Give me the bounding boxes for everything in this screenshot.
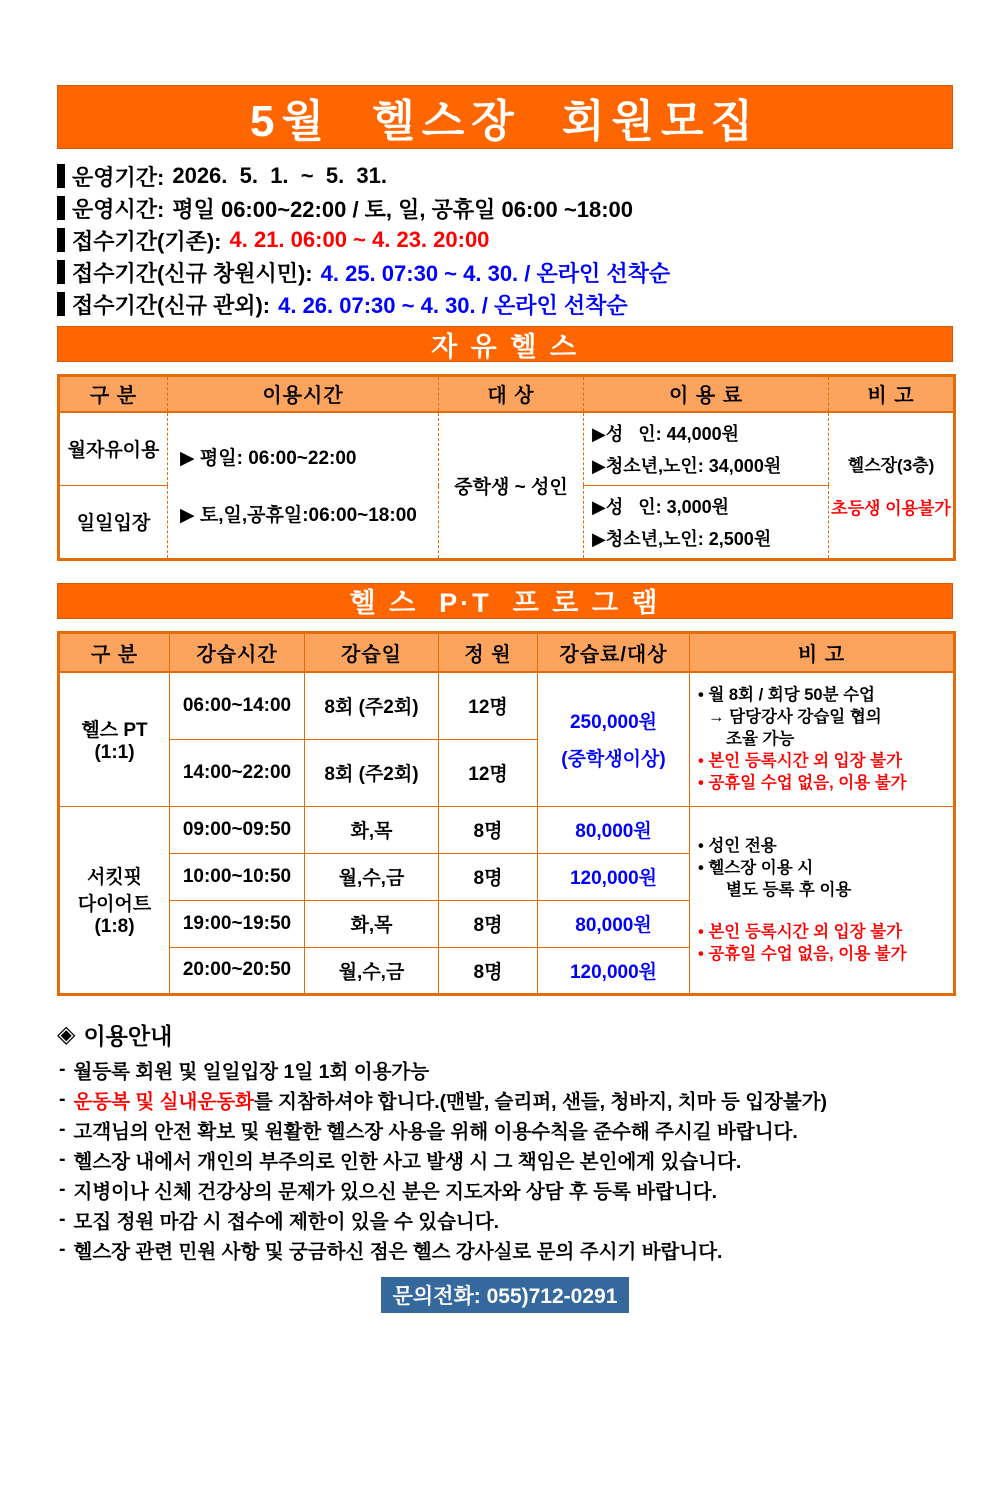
guide-text: 모집 정원 마감 시 접수에 제한이 있을 수 있습니다. xyxy=(73,1210,499,1233)
dash-bullet: - xyxy=(59,1058,66,1080)
remark-cell-circuit xyxy=(690,806,955,994)
capacity: 8명 xyxy=(439,900,538,947)
col-header-category: 구 분 xyxy=(59,632,170,672)
class-days: 월,수,금 xyxy=(305,853,439,900)
class-days: 월,수,금 xyxy=(305,947,439,994)
col-header-target: 대 상 xyxy=(439,376,584,412)
usage-time-weekday: ▶ 평일: 06:00~22:00 xyxy=(180,447,357,469)
free-gym-table xyxy=(57,374,956,561)
remark-cell xyxy=(829,412,955,560)
section-header-free-gym xyxy=(57,326,953,362)
list-item xyxy=(43,1235,953,1265)
dash-bullet: - xyxy=(59,1238,66,1260)
list-item xyxy=(43,1085,953,1115)
program-ratio: (1:8) xyxy=(94,915,135,937)
col-header-category: 구 분 xyxy=(59,376,168,412)
dash-bullet: - xyxy=(59,1148,66,1170)
usage-guide-title: 이용안내 xyxy=(83,1022,173,1049)
class-days: 8회 (주2회) xyxy=(305,739,439,806)
list-item xyxy=(43,1205,953,1235)
line-marker-icon xyxy=(57,196,65,220)
fee-target: (중학생이상) xyxy=(561,749,666,771)
remark-line-warning: • 공휴일 수업 없음, 이용 불가 xyxy=(698,774,907,793)
remark-line-warning: • 공휴일 수업 없음, 이용 불가 xyxy=(698,944,907,963)
table-row xyxy=(59,672,955,739)
diamond-icon: ◈ xyxy=(57,1020,76,1048)
fee-adult: ▶성 인: 44,000원 xyxy=(592,423,740,444)
capacity: 12명 xyxy=(439,739,538,806)
program-name: 헬스 PT xyxy=(81,719,148,741)
fee-youth-senior: ▶청소년,노인: 2,500원 xyxy=(592,528,772,549)
fee-price: 80,000원 xyxy=(538,900,690,947)
class-time: 10:00~10:50 xyxy=(170,853,305,900)
title-bar xyxy=(57,85,953,149)
capacity: 8명 xyxy=(439,853,538,900)
info-label: 접수기간(기존): xyxy=(72,228,222,254)
dash-bullet: - xyxy=(59,1088,66,1110)
page-title: 5월 헬스장 회원모집 xyxy=(250,97,760,146)
guide-text: 헬스장 관련 민원 사항 및 궁금하신 점은 헬스 강사실로 문의 주시기 바랍니다. xyxy=(73,1240,723,1263)
guide-text: 고객님의 안전 확보 및 원활한 헬스장 사용을 위해 이용수칙을 준수해 주시길 바랍니다. xyxy=(73,1120,798,1143)
info-line-registration-new-outside xyxy=(57,288,953,320)
dash-bullet: - xyxy=(59,1118,66,1140)
program-name: 서킷핏 xyxy=(86,866,143,888)
info-value: 4. 26. 07:30 ~ 4. 30. / 온라인 선착순 xyxy=(278,292,628,318)
class-time: 06:00~14:00 xyxy=(170,672,305,739)
fee-price: 80,000원 xyxy=(538,806,690,853)
row-label-daily: 일일입장 xyxy=(59,486,168,559)
info-line-operating-hours xyxy=(57,192,953,224)
info-line-operating-period xyxy=(57,160,953,192)
remark-line: • 월 8회 / 회당 50분 수업 xyxy=(698,686,875,705)
info-block xyxy=(57,160,953,320)
col-header-capacity: 정 원 xyxy=(439,632,538,672)
info-line-registration-existing xyxy=(57,224,953,256)
col-header-usage-time: 이용시간 xyxy=(168,376,439,412)
info-value: 평일 06:00~22:00 / 토, 일, 공휴일 06:00 ~18:00 xyxy=(172,196,633,222)
remark-line: 별도 등록 후 이용 xyxy=(726,880,852,899)
table-row xyxy=(59,412,955,486)
class-time: 14:00~22:00 xyxy=(170,739,305,806)
col-header-remark: 비 고 xyxy=(690,632,955,672)
list-item xyxy=(43,1115,953,1145)
usage-guide-header xyxy=(57,1018,953,1051)
fee-price: 120,000원 xyxy=(538,853,690,900)
usage-time-cell xyxy=(168,412,439,560)
table-header-row xyxy=(59,376,955,412)
capacity: 12명 xyxy=(439,672,538,739)
line-marker-icon xyxy=(57,164,65,188)
info-line-registration-new-citizen xyxy=(57,256,953,288)
remark-cell-pt xyxy=(690,672,955,806)
info-label: 접수기간(신규 창원시민): xyxy=(72,260,313,286)
section-title: 자 유 헬 스 xyxy=(431,331,579,362)
col-header-fee-target: 강습료/대상 xyxy=(538,632,690,672)
info-label: 운영기간: xyxy=(72,164,165,190)
dash-bullet: - xyxy=(59,1208,66,1230)
remark-line: → 담당강사 강습일 협의 xyxy=(708,708,882,727)
class-days: 8회 (주2회) xyxy=(305,672,439,739)
row-label-monthly: 월자유이용 xyxy=(59,412,168,486)
remark-line: • 성인 전용 xyxy=(698,836,777,855)
section-header-pt-program xyxy=(57,583,953,619)
class-days: 화,목 xyxy=(305,806,439,853)
dash-bullet: - xyxy=(59,1178,66,1200)
list-item xyxy=(43,1175,953,1205)
fee-price: 250,000원 xyxy=(569,712,658,734)
class-time: 09:00~09:50 xyxy=(170,806,305,853)
table-header-row xyxy=(59,632,955,672)
guide-text: 헬스장 내에서 개인의 부주의로 인한 사고 발생 시 그 책임은 본인에게 있습니다. xyxy=(73,1150,742,1173)
pt-program-table xyxy=(57,631,956,996)
fee-cell-pt xyxy=(538,672,690,806)
remark-spacer xyxy=(698,901,949,921)
target-cell: 중학생 ~ 성인 xyxy=(439,412,584,560)
line-marker-icon xyxy=(57,292,65,316)
capacity: 8명 xyxy=(439,806,538,853)
program-label-pt xyxy=(59,672,170,806)
class-days: 화,목 xyxy=(305,900,439,947)
class-time: 20:00~20:50 xyxy=(170,947,305,994)
col-header-class-time: 강습시간 xyxy=(170,632,305,672)
section-title: 헬 스 P·T 프 로 그 램 xyxy=(349,588,661,618)
info-value: 4. 21. 06:00 ~ 4. 23. 20:00 xyxy=(229,227,490,252)
guide-text: 를 지참하셔야 합니다.(맨발, 슬리퍼, 샌들, 청바지, 치마 등 입장불가) xyxy=(253,1090,828,1113)
remark-line: • 헬스장 이용 시 xyxy=(698,858,814,877)
remark-line-warning: • 본인 등록시간 외 입장 불가 xyxy=(698,922,903,941)
col-header-remark: 비 고 xyxy=(829,376,955,412)
list-item xyxy=(43,1145,953,1175)
contact-section xyxy=(57,1277,953,1313)
contact-phone: 문의전화: 055)712-0291 xyxy=(381,1277,630,1313)
col-header-class-days: 강습일 xyxy=(305,632,439,672)
info-label: 운영시간: xyxy=(72,196,165,222)
program-name: 다이어트 xyxy=(77,893,152,915)
poster xyxy=(57,85,953,1313)
info-label: 접수기간(신규 관외): xyxy=(72,292,271,318)
program-ratio: (1:1) xyxy=(94,741,135,763)
program-label-circuit xyxy=(59,806,170,994)
guide-text: 지병이나 신체 건강상의 문제가 있으신 분은 지도자와 상담 후 등록 바랍니다. xyxy=(73,1180,718,1203)
col-header-fee: 이 용 료 xyxy=(584,376,829,412)
guide-text-highlight: 운동복 및 실내운동화 xyxy=(73,1090,254,1113)
table-row xyxy=(59,806,955,853)
guide-text: 월등록 회원 및 일일입장 1일 1회 이용가능 xyxy=(73,1060,430,1083)
class-time: 19:00~19:50 xyxy=(170,900,305,947)
remark-line: 조율 가능 xyxy=(726,730,795,749)
fee-price: 120,000원 xyxy=(538,947,690,994)
info-value: 4. 25. 07:30 ~ 4. 30. / 온라인 선착순 xyxy=(320,260,671,286)
fee-cell-daily xyxy=(584,486,829,559)
capacity: 8명 xyxy=(439,947,538,994)
list-item xyxy=(43,1055,953,1085)
usage-time-weekend: ▶ 토,일,공휴일:06:00~18:00 xyxy=(180,505,417,527)
line-marker-icon xyxy=(57,228,65,252)
fee-adult: ▶성 인: 3,000원 xyxy=(592,496,730,517)
line-marker-icon xyxy=(57,260,65,284)
usage-guide-list xyxy=(57,1055,953,1265)
remark-line-warning: • 본인 등록시간 외 입장 불가 xyxy=(698,752,903,771)
fee-youth-senior: ▶청소년,노인: 34,000원 xyxy=(592,455,782,476)
fee-cell-monthly xyxy=(584,412,829,486)
info-value: 2026. 5. 1. ~ 5. 31. xyxy=(172,163,387,188)
remark-location: 헬스장(3층) xyxy=(847,456,935,475)
remark-restriction: 초등생 이용불가 xyxy=(831,499,951,518)
